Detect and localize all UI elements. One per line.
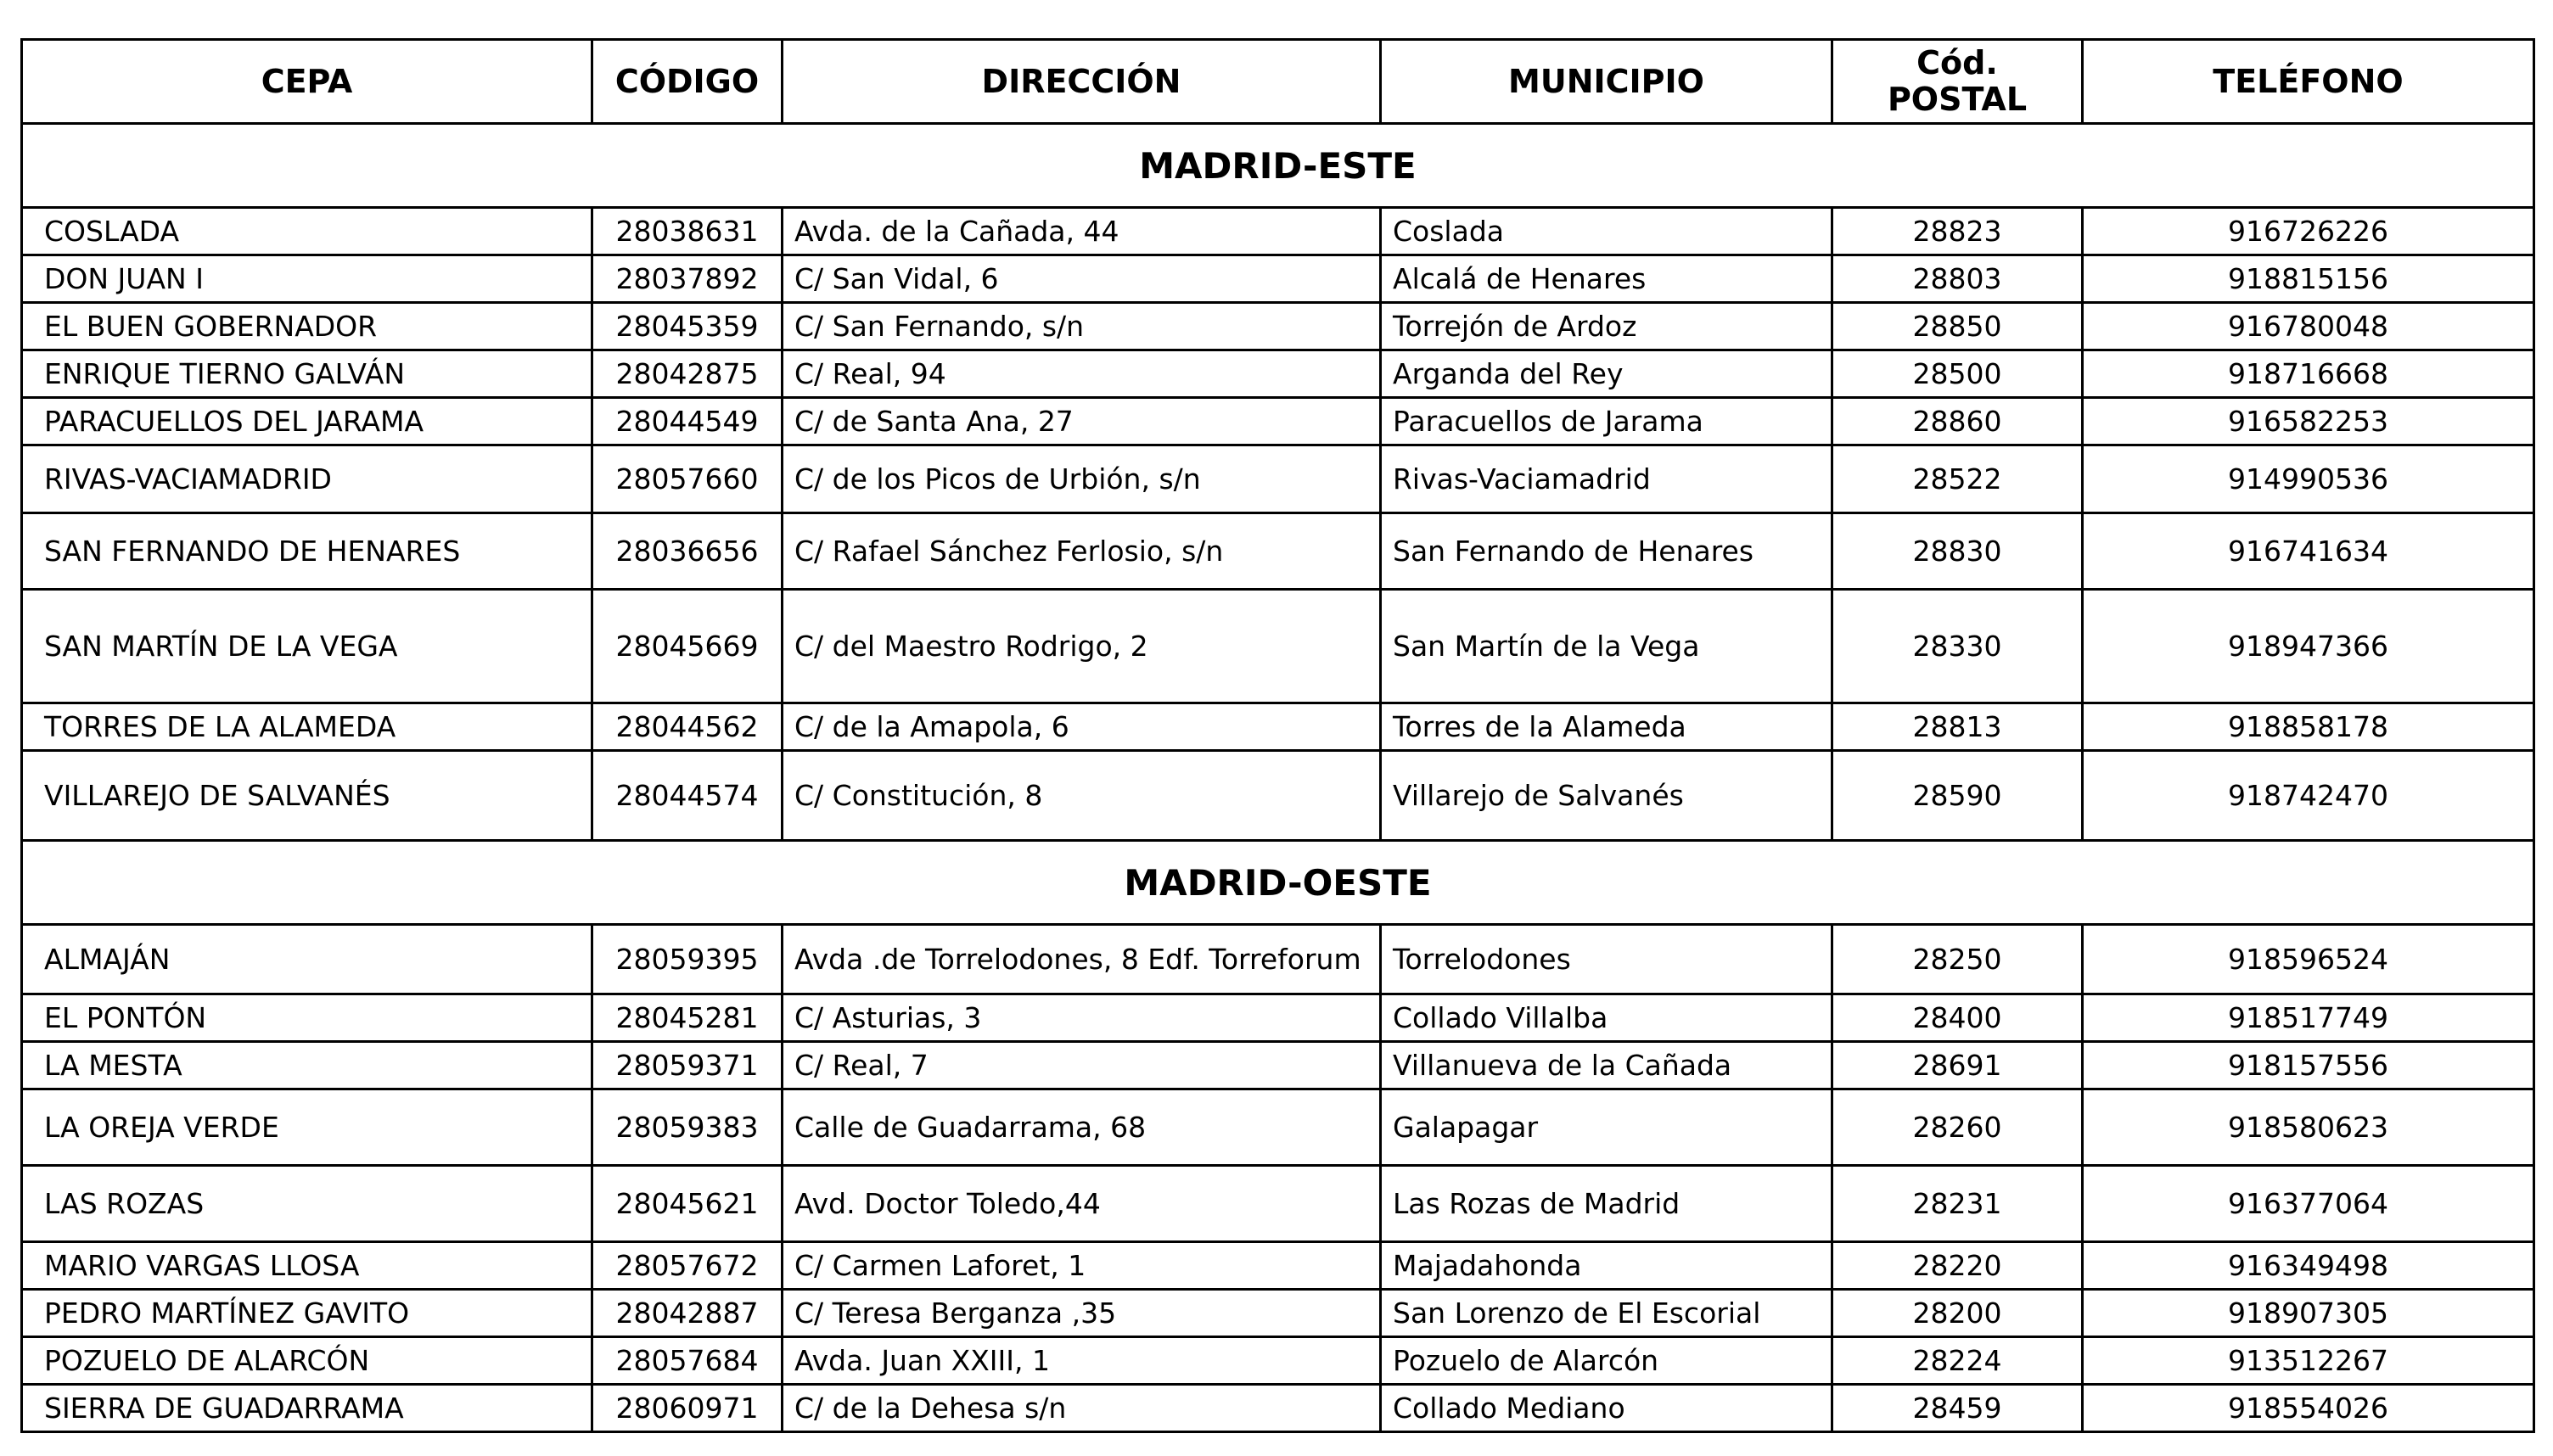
cell-direccion: C/ de la Dehesa s/n <box>783 1385 1381 1432</box>
cell-cepa: ENRIQUE TIERNO GALVÁN <box>22 350 592 398</box>
cell-codigo: 28044549 <box>592 398 783 445</box>
table-row <box>22 398 2534 445</box>
table-row <box>22 994 2534 1042</box>
table-row <box>22 590 2534 703</box>
cell-municipio: Majadahonda <box>1381 1242 1832 1290</box>
cell-codigo: 28042887 <box>592 1290 783 1337</box>
cell-direccion: C/ de los Picos de Urbión, s/n <box>783 445 1381 513</box>
cell-codigo: 28060971 <box>592 1385 783 1432</box>
cell-cepa: SIERRA DE GUADARRAMA <box>22 1385 592 1432</box>
header-telefono: TELÉFONO <box>2083 40 2534 124</box>
cell-direccion: C/ Asturias, 3 <box>783 994 1381 1042</box>
cell-municipio: Paracuellos de Jarama <box>1381 398 1832 445</box>
cell-cepa: LA MESTA <box>22 1042 592 1089</box>
cell-cepa: SAN FERNANDO DE HENARES <box>22 513 592 590</box>
cell-direccion: Calle de Guadarrama, 68 <box>783 1089 1381 1166</box>
cell-codigo-postal: 28522 <box>1832 445 2083 513</box>
section-title: MADRID-OESTE <box>22 841 2534 925</box>
header-direccion: DIRECCIÓN <box>783 40 1381 124</box>
cell-codigo-postal: 28860 <box>1832 398 2083 445</box>
cell-codigo: 28059383 <box>592 1089 783 1166</box>
cell-direccion: C/ Rafael Sánchez Ferlosio, s/n <box>783 513 1381 590</box>
cell-codigo: 28045359 <box>592 303 783 350</box>
cell-municipio: Galapagar <box>1381 1089 1832 1166</box>
cell-codigo-postal: 28231 <box>1832 1166 2083 1242</box>
cell-municipio: Coslada <box>1381 208 1832 255</box>
cell-telefono: 916377064 <box>2083 1166 2534 1242</box>
cell-codigo-postal: 28850 <box>1832 303 2083 350</box>
cell-codigo-postal: 28260 <box>1832 1089 2083 1166</box>
table-row <box>22 208 2534 255</box>
cell-municipio: Villarejo de Salvanés <box>1381 751 1832 841</box>
table-row <box>22 751 2534 841</box>
table-row <box>22 1242 2534 1290</box>
cell-codigo-postal: 28220 <box>1832 1242 2083 1290</box>
cell-codigo: 28042875 <box>592 350 783 398</box>
cell-cepa: SAN MARTÍN DE LA VEGA <box>22 590 592 703</box>
cell-telefono: 918858178 <box>2083 703 2534 751</box>
header-codigo-postal <box>1832 40 2083 124</box>
cell-codigo-postal: 28823 <box>1832 208 2083 255</box>
cell-telefono: 916726226 <box>2083 208 2534 255</box>
section-title: MADRID-ESTE <box>22 124 2534 208</box>
cell-cepa: TORRES DE LA ALAMEDA <box>22 703 592 751</box>
cell-codigo-postal: 28459 <box>1832 1385 2083 1432</box>
cell-codigo-postal: 28224 <box>1832 1337 2083 1385</box>
table-row <box>22 1385 2534 1432</box>
cell-cepa: PARACUELLOS DEL JARAMA <box>22 398 592 445</box>
cell-cepa: PEDRO MARTÍNEZ GAVITO <box>22 1290 592 1337</box>
table-row <box>22 445 2534 513</box>
cell-codigo-postal: 28500 <box>1832 350 2083 398</box>
cell-direccion: C/ San Fernando, s/n <box>783 303 1381 350</box>
cell-municipio: Alcalá de Henares <box>1381 255 1832 303</box>
section-header-row <box>22 841 2534 925</box>
cell-codigo: 28045281 <box>592 994 783 1042</box>
table-row <box>22 513 2534 590</box>
cell-codigo-postal: 28200 <box>1832 1290 2083 1337</box>
cell-municipio: Torres de la Alameda <box>1381 703 1832 751</box>
cell-cepa: POZUELO DE ALARCÓN <box>22 1337 592 1385</box>
cell-codigo: 28057672 <box>592 1242 783 1290</box>
cell-telefono: 918554026 <box>2083 1385 2534 1432</box>
cell-codigo: 28045669 <box>592 590 783 703</box>
cell-telefono: 916741634 <box>2083 513 2534 590</box>
header-codigo-postal-line1: Cód. <box>1916 44 1998 82</box>
cell-cepa: VILLAREJO DE SALVANÉS <box>22 751 592 841</box>
cell-cepa: EL BUEN GOBERNADOR <box>22 303 592 350</box>
cell-municipio: Collado Villalba <box>1381 994 1832 1042</box>
cell-municipio: Villanueva de la Cañada <box>1381 1042 1832 1089</box>
cell-direccion: Avda .de Torrelodones, 8 Edf. Torreforum <box>783 925 1381 994</box>
section-header-row <box>22 124 2534 208</box>
table-row <box>22 1166 2534 1242</box>
cell-cepa: COSLADA <box>22 208 592 255</box>
cell-codigo: 28059395 <box>592 925 783 994</box>
cell-direccion: C/ de Santa Ana, 27 <box>783 398 1381 445</box>
cell-telefono: 916349498 <box>2083 1242 2534 1290</box>
cell-municipio: Torrelodones <box>1381 925 1832 994</box>
cell-direccion: C/ de la Amapola, 6 <box>783 703 1381 751</box>
cell-municipio: Arganda del Rey <box>1381 350 1832 398</box>
table-row <box>22 255 2534 303</box>
cell-direccion: C/ Carmen Laforet, 1 <box>783 1242 1381 1290</box>
cell-direccion: C/ San Vidal, 6 <box>783 255 1381 303</box>
cell-telefono: 918815156 <box>2083 255 2534 303</box>
cell-telefono: 918596524 <box>2083 925 2534 994</box>
header-codigo: CÓDIGO <box>592 40 783 124</box>
cell-direccion: Avd. Doctor Toledo,44 <box>783 1166 1381 1242</box>
cell-telefono: 916780048 <box>2083 303 2534 350</box>
cell-direccion: C/ Teresa Berganza ,35 <box>783 1290 1381 1337</box>
cell-direccion: C/ Real, 7 <box>783 1042 1381 1089</box>
table-row <box>22 1337 2534 1385</box>
cell-codigo: 28044562 <box>592 703 783 751</box>
cell-direccion: Avda. de la Cañada, 44 <box>783 208 1381 255</box>
cell-telefono: 918716668 <box>2083 350 2534 398</box>
cell-codigo-postal: 28590 <box>1832 751 2083 841</box>
cell-cepa: LAS ROZAS <box>22 1166 592 1242</box>
cell-telefono: 913512267 <box>2083 1337 2534 1385</box>
cell-codigo: 28038631 <box>592 208 783 255</box>
cell-cepa: DON JUAN I <box>22 255 592 303</box>
cell-codigo-postal: 28250 <box>1832 925 2083 994</box>
cell-municipio: San Martín de la Vega <box>1381 590 1832 703</box>
cell-municipio: San Fernando de Henares <box>1381 513 1832 590</box>
cell-cepa: ALMAJÁN <box>22 925 592 994</box>
header-row <box>22 40 2534 124</box>
cell-telefono: 918157556 <box>2083 1042 2534 1089</box>
cell-cepa: RIVAS-VACIAMADRID <box>22 445 592 513</box>
cell-codigo: 28036656 <box>592 513 783 590</box>
cell-telefono: 918947366 <box>2083 590 2534 703</box>
cell-codigo: 28057684 <box>592 1337 783 1385</box>
table-row <box>22 303 2534 350</box>
cell-codigo: 28059371 <box>592 1042 783 1089</box>
cell-codigo: 28045621 <box>592 1166 783 1242</box>
table-row <box>22 350 2534 398</box>
cell-direccion: C/ del Maestro Rodrigo, 2 <box>783 590 1381 703</box>
cell-codigo-postal: 28330 <box>1832 590 2083 703</box>
cell-telefono: 918517749 <box>2083 994 2534 1042</box>
cell-codigo: 28057660 <box>592 445 783 513</box>
cell-codigo-postal: 28803 <box>1832 255 2083 303</box>
cell-direccion: C/ Constitución, 8 <box>783 751 1381 841</box>
header-codigo-postal-line2: POSTAL <box>1887 81 2028 118</box>
cell-municipio: Rivas-Vaciamadrid <box>1381 445 1832 513</box>
cell-codigo-postal: 28830 <box>1832 513 2083 590</box>
cell-codigo: 28037892 <box>592 255 783 303</box>
cell-municipio: San Lorenzo de El Escorial <box>1381 1290 1832 1337</box>
cell-telefono: 914990536 <box>2083 445 2534 513</box>
cell-codigo-postal: 28691 <box>1832 1042 2083 1089</box>
cell-municipio: Las Rozas de Madrid <box>1381 1166 1832 1242</box>
cell-cepa: MARIO VARGAS LLOSA <box>22 1242 592 1290</box>
cell-cepa: EL PONTÓN <box>22 994 592 1042</box>
table-row <box>22 703 2534 751</box>
cell-telefono: 916582253 <box>2083 398 2534 445</box>
header-cepa: CEPA <box>22 40 592 124</box>
table-row <box>22 1042 2534 1089</box>
cell-municipio: Torrejón de Ardoz <box>1381 303 1832 350</box>
cell-telefono: 918580623 <box>2083 1089 2534 1166</box>
cell-telefono: 918907305 <box>2083 1290 2534 1337</box>
cell-telefono: 918742470 <box>2083 751 2534 841</box>
cell-direccion: Avda. Juan XXIII, 1 <box>783 1337 1381 1385</box>
table-body <box>22 124 2534 1432</box>
cell-codigo-postal: 28400 <box>1832 994 2083 1042</box>
cell-codigo: 28044574 <box>592 751 783 841</box>
table-row <box>22 925 2534 994</box>
cell-cepa: LA OREJA VERDE <box>22 1089 592 1166</box>
cell-municipio: Pozuelo de Alarcón <box>1381 1337 1832 1385</box>
cell-municipio: Collado Mediano <box>1381 1385 1832 1432</box>
header-municipio: MUNICIPIO <box>1381 40 1832 124</box>
table-row <box>22 1089 2534 1166</box>
cell-direccion: C/ Real, 94 <box>783 350 1381 398</box>
table-row <box>22 1290 2534 1337</box>
cepa-directory-table <box>20 38 2535 1433</box>
cell-codigo-postal: 28813 <box>1832 703 2083 751</box>
